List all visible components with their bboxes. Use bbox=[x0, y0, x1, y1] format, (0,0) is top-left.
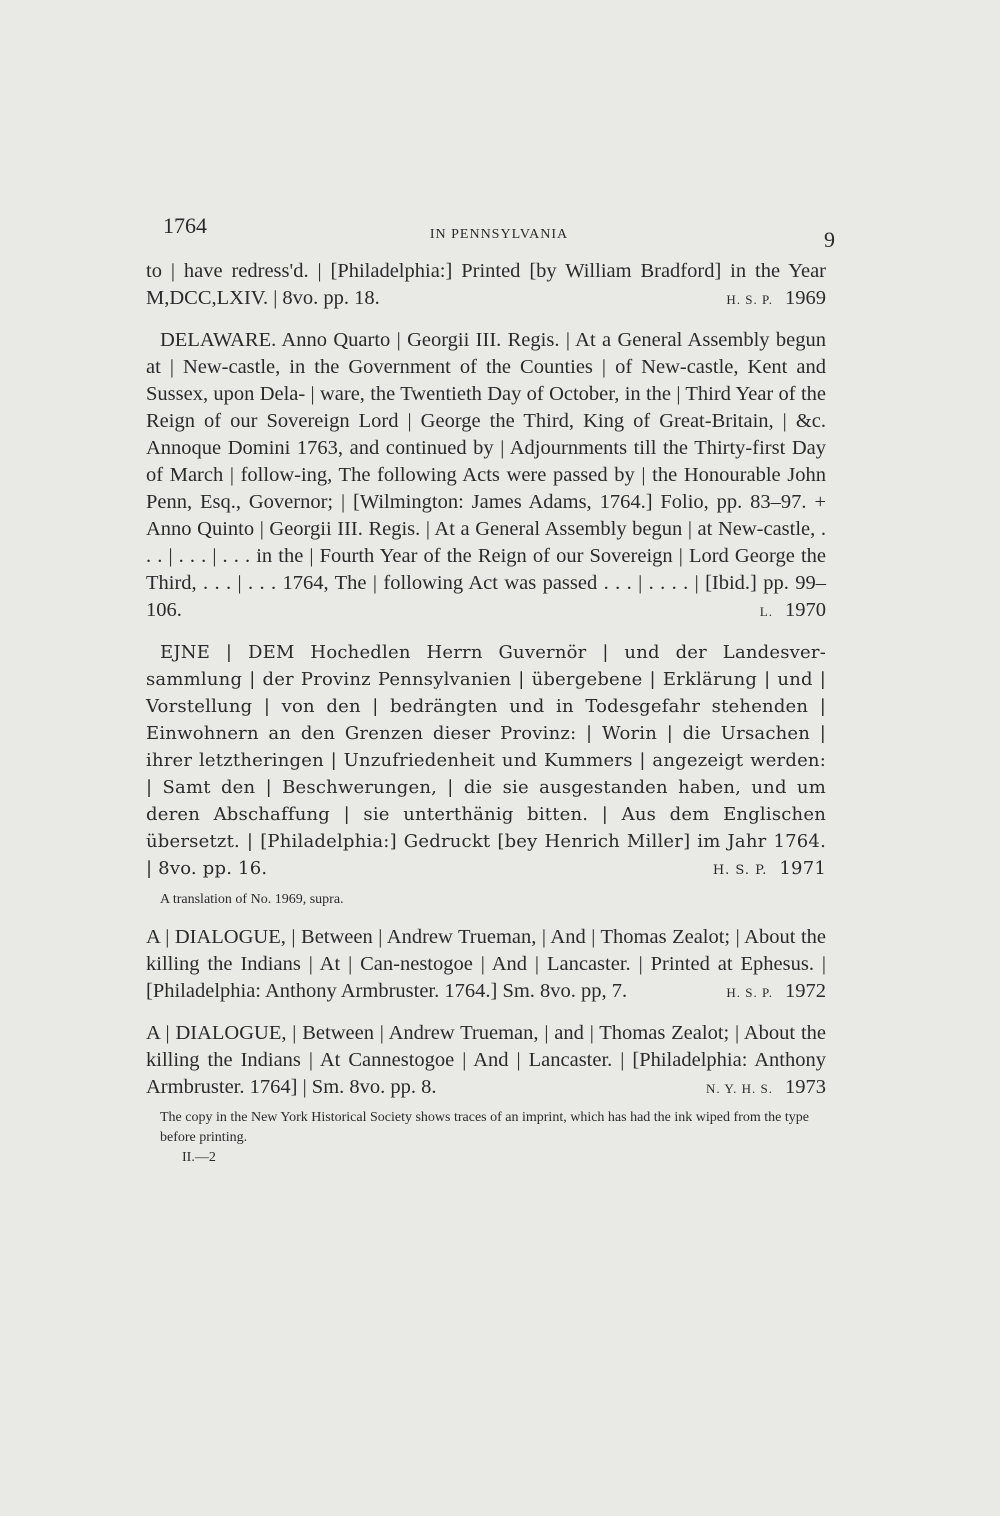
entry-text: to | have redress'd. | [Philadelphia:] Printed [by William Bradford] in the Year M,DCC,LXIV. | 8vo. pp. 18. bbox=[146, 260, 826, 309]
signature-mark: II.—2 bbox=[182, 1150, 216, 1165]
note-1973: The copy in the New York Historical Society shows traces of an imprint, which has had the ink wiped from the type before printing. bbox=[160, 1110, 809, 1145]
entry-1969 bbox=[146, 258, 826, 313]
header-title: IN PENNSYLVANIA bbox=[429, 227, 569, 242]
entry-number bbox=[746, 597, 826, 625]
page-number: 9 bbox=[824, 227, 835, 252]
entry-number-value: 1973 bbox=[785, 1076, 826, 1098]
running-header bbox=[163, 213, 835, 253]
entry-number bbox=[726, 285, 826, 313]
entry-location: N. Y. H. S. bbox=[706, 1081, 773, 1096]
header-year: 1764 bbox=[163, 213, 207, 238]
entry-number-value: 1969 bbox=[785, 287, 826, 309]
entry-1973 bbox=[146, 1020, 826, 1102]
entry-location: L. bbox=[759, 604, 773, 619]
entry-text: DELAWARE. Anno Quarto | Georgii III. Regis. | At a General Assembly begun at | New-castle, in the Government of the Counties | of New-castle, Kent and Sussex, upon Dela- | ware, the Twentieth Day of October, in the | Third Year of the Reign of our Sovereign Lord | George the Third, King of Great-Britain, | &c. Annoque Domini 1763, and continued by | Adjournments till the Thirty-first Day of March | follow-ing, The following Acts were passed by | the Honourable John Penn, Esq., Governor; | [Wilmington: James Adams, 1764.] Folio, pp. 83–97. + Anno Quinto | Georgii III. Regis. | At a General Assembly begun | at New-castle, . . . | . . . | . . . in the | Fourth Year of the Reign of our Sovereign | Lord George the Third, . . . | . . . 1764, The | following Act was passed . . . | . . . . | [Ibid.] pp. 99–106. bbox=[146, 329, 826, 621]
entry-text: A | DIALOGUE, | Between | Andrew Trueman, | And | Thomas Zealot; | About the killing the Indians | At | Can-nestogoe | And | Lancaster. | Printed at Ephesus. | [Philadelphia: Anthony Armbruster. 1764.] Sm. 8vo. pp, 7. bbox=[146, 926, 826, 1002]
entry-text: EJNE | DEM Hochedlen Herrn Guvernör | und der Landesver-sammlung | der Provinz Pennsylvanien | übergebene | Erklärung | und | Vorstellung | von den | bedrängten und in Todesgefahr stehenden | Einwohnern an den Grenzen dieser Provinz: | Worin | die Ursachen | ihrer letztheringen | Unzufriedenheit und Kummers | angezeigt werden: | Samt den | Beschwerungen, | die sie ausgestanden haben, und um deren Abschaffung | sie unterthänig bitten. | Aus dem Englischen übersetzt. | [Philadelphia:] Gedruckt [bey Henrich Miller] im Jahr 1764. | 8vo. pp. 16. bbox=[146, 642, 826, 879]
entry-location: H. S. P. bbox=[726, 985, 773, 1000]
note-1971: A translation of No. 1969, supra. bbox=[160, 892, 344, 907]
entry-text: A | DIALOGUE, | Between | Andrew Trueman, | and | Thomas Zealot; | About the killing the Indians | At Cannestogoe | And | Lancaster. | [Philadelphia: Anthony Armbruster. 1764] | Sm. 8vo. pp. 8. bbox=[146, 1022, 826, 1098]
entry-1970 bbox=[146, 327, 826, 625]
entry-1971 bbox=[146, 639, 826, 884]
entry-1972 bbox=[146, 924, 826, 1006]
entry-number-value: 1971 bbox=[779, 858, 826, 879]
entry-number-value: 1970 bbox=[785, 599, 826, 621]
page-body bbox=[146, 258, 826, 1166]
entry-number bbox=[706, 1074, 826, 1102]
entry-number bbox=[699, 855, 826, 884]
entry-location: H. S. P. bbox=[726, 292, 773, 307]
entry-number-value: 1972 bbox=[785, 980, 826, 1002]
entry-location: H. S. P. bbox=[712, 863, 768, 878]
entry-number bbox=[726, 978, 826, 1006]
